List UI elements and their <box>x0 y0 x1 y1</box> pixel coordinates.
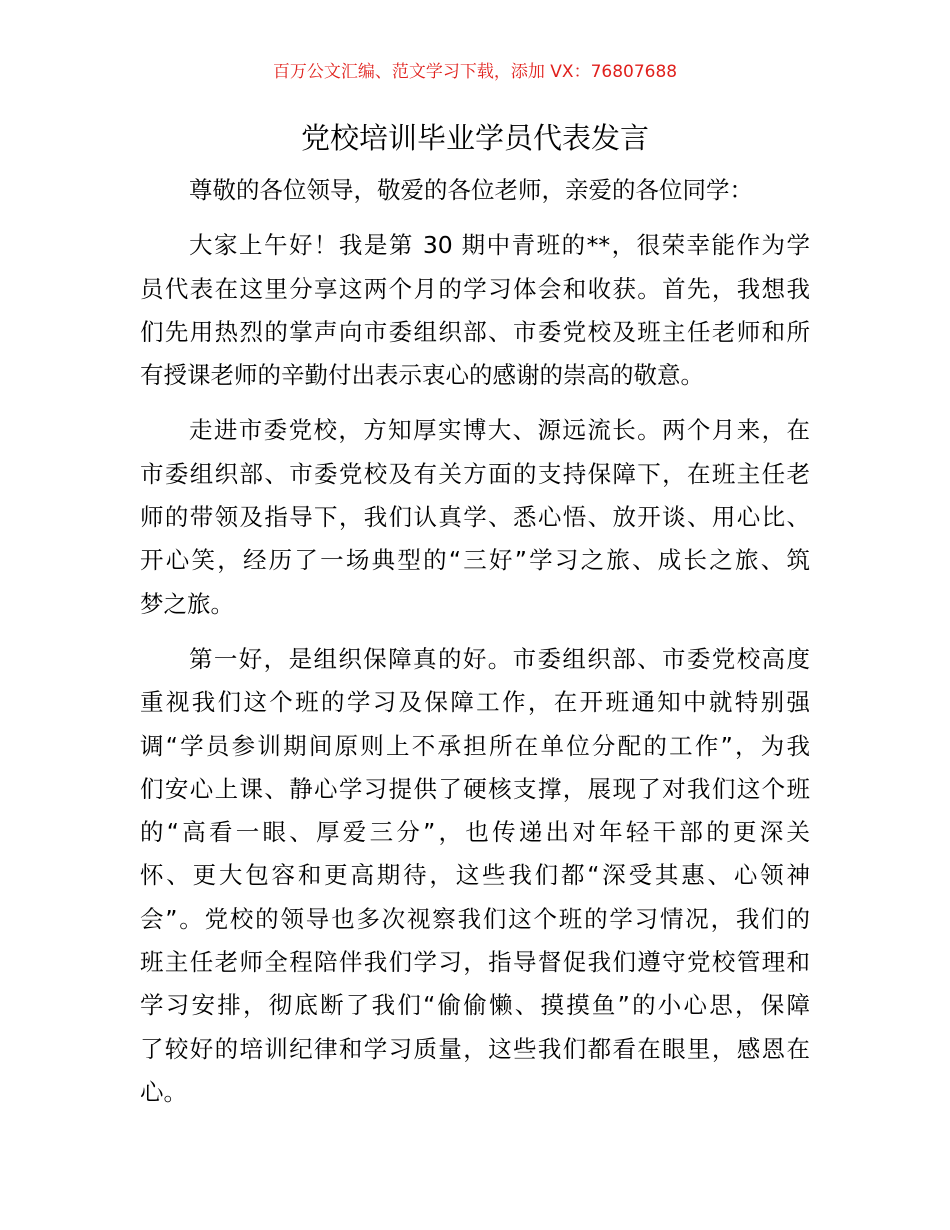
text-line: 梦之旅。 <box>140 589 234 618</box>
text-line: 市委组织部、市委党校及有关方面的支持保障下，在班主任老 <box>140 459 810 488</box>
text-line: 有授课老师的辛勤付出表示衷心的感谢的崇高的敬意。 <box>140 361 704 390</box>
text-line: 师的带领及指导下，我们认真学、悉心悟、放开谈、用心比、 <box>140 503 810 532</box>
text-line: 大家上午好！我是第 30 期中青班的**，很荣幸能作为学 <box>189 231 810 260</box>
text-line: 会”。党校的领导也多次视察我们这个班的学习情况，我们的 <box>140 904 810 933</box>
text-line: 开心笑，经历了一场典型的“三好”学习之旅、成长之旅、筑 <box>140 546 810 575</box>
paragraph <box>140 224 810 397</box>
text-line: 员代表在这里分享这两个月的学习体会和收获。首先，我想我 <box>140 274 810 303</box>
text-line: 尊敬的各位领导，敬爱的各位老师，亲爱的各位同学： <box>189 176 753 204</box>
text-line: 的“高看一眼、厚爱三分”，也传递出对年轻干部的更深关 <box>140 818 810 847</box>
text-line: 重视我们这个班的学习及保障工作，在开班通知中就特别强 <box>140 688 810 717</box>
paragraph <box>140 409 810 625</box>
text-line: 走进市委党校，方知厚实博大、源远流长。两个月来，在 <box>189 416 810 445</box>
text-line: 们先用热烈的掌声向市委组织部、市委党校及班主任老师和所 <box>140 317 810 346</box>
text-line: 第一好，是组织保障真的好。市委组织部、市委党校高度 <box>189 644 810 673</box>
salutation <box>140 169 810 212</box>
paragraph <box>140 638 810 1114</box>
text-line: 们安心上课、静心学习提供了硬核支撑，展现了对我们这个班 <box>140 774 810 803</box>
text-line: 怀、更大包容和更高期待，这些我们都“深受其惠、心领神 <box>140 861 810 890</box>
text-line: 了较好的培训纪律和学习质量，这些我们都看在眼里，感恩在 <box>140 1034 810 1063</box>
document-title: 党校培训毕业学员代表发言 <box>300 121 649 155</box>
document-body <box>140 169 810 1126</box>
text-line: 学习安排，彻底断了我们“偷偷懒、摸摸鱼”的小心思，保障 <box>140 991 810 1020</box>
text-line: 调“学员参训期间原则上不承担所在单位分配的工作”，为我 <box>140 731 810 760</box>
text-line: 班主任老师全程陪伴我们学习，指导督促我们遵守党校管理和 <box>140 948 810 977</box>
watermark-header: 百万公文汇编、范文学习下载，添加 VX：76807688 <box>272 62 678 82</box>
text-line: 心。 <box>140 1077 187 1106</box>
